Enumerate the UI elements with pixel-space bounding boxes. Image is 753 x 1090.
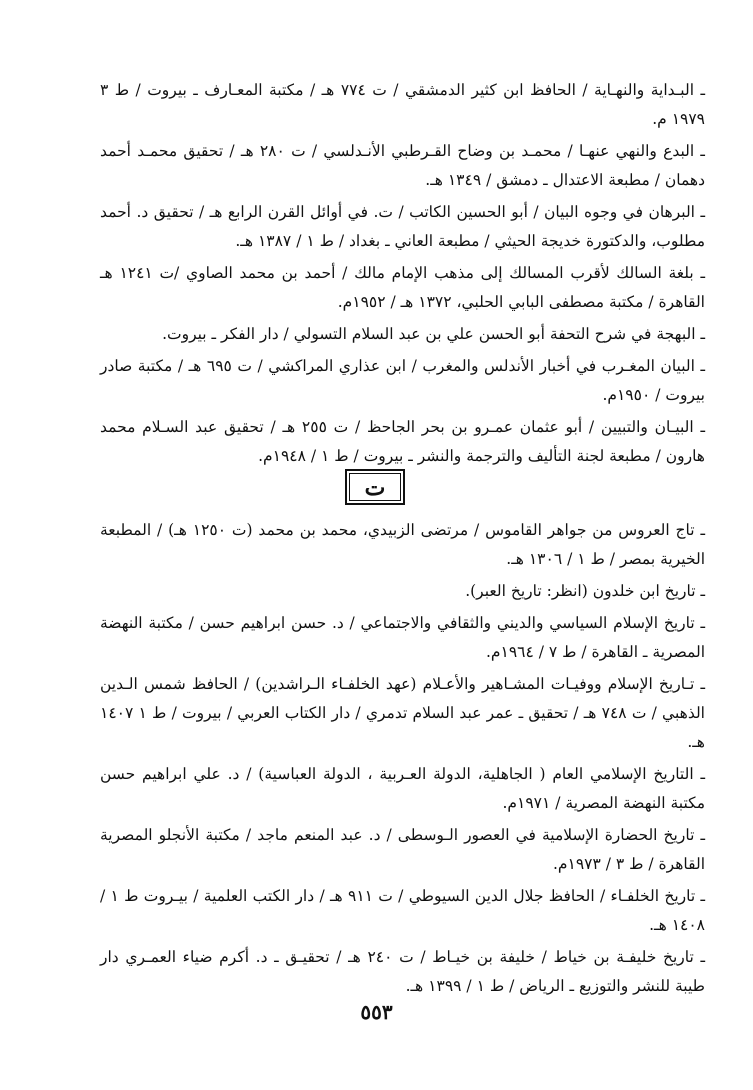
bibliography-entry: ـ تاريخ الإسلام السياسي والديني والثقافي والاجتماعي / د. حسن ابراهيم حسن / مكتبة النهضة المصرية ـ القاهرة / ط ٧ / ١٩٦٤م. bbox=[100, 614, 705, 661]
bibliography-entry: ـ تاريخ ابن خلدون (انظر: تاريخ العبر). bbox=[465, 582, 705, 600]
bibliography-entry: ـ تاريخ الخلفـاء / الحافظ جلال الدين السيوطي / ت ٩١١ هـ / دار الكتب العلمية / بيـروت ط ١ / ١٤٠٨ هـ. bbox=[100, 887, 706, 934]
bibliography-entry: ـ البيـان والتبيين / أبو عثمان عمـرو بن بحر الجاحظ / ت ٢٥٥ هـ / تحقيق عبد السـلام محمد هارون / مطبعة لجنة التأليف والترجمة والنشر ـ بيروت / ط ١ / ١٩٤٨م. bbox=[100, 418, 705, 465]
bibliography-entry: ـ البـداية والنهـاية / الحافظ ابن كثير الدمشقي / ت ٧٧٤ هـ / مكتبة المعـارف ـ بيروت / ط ٣ ١٩٧٩ م. bbox=[100, 81, 706, 128]
bibliography-entry: ـ البدع والنهي عنهـا / محمـد بن وضاح القـرطبي الأنـدلسي / ت ٢٨٠ هـ / تحقيق محمـد أحمد دهمان / مطبعة الاعتدال ـ دمشق / ١٣٤٩ هـ. bbox=[100, 142, 705, 189]
page-number: ٥٥٣ bbox=[360, 1000, 393, 1024]
bibliography-entry: ـ تاج العروس من جواهر القاموس / مرتضى الزبيدي، محمد بن محمد (ت ١٢٥٠ هـ) / المطبعة الخيرية بمصر / ط ١ / ١٣٠٦ هـ. bbox=[100, 521, 706, 568]
bibliography-entry: ـ البيان المغـرب في أخبار الأندلس والمغرب / ابن عذاري المراكشي / ت ٦٩٥ هـ / مكتبة صادر بيروت / ١٩٥٠م. bbox=[100, 357, 705, 404]
bibliography-entry: ـ تـاريخ الإسلام ووفيـات المشـاهير والأعـلام (عهد الخلفـاء الـراشدين) / الحافظ شمس الـدين الذهبي / ت ٧٤٨ هـ / تحقيق ـ عمر عبد السلام تدمري / دار الكتاب العربي / بيروت / ط ١ ١٤٠٧ هـ. bbox=[100, 675, 705, 751]
bibliography-entry: ـ البرهان في وجوه البيان / أبو الحسين الكاتب / ت. في أوائل القرن الرابع هـ / تحقيق د. أحمد مطلوب، والدكتورة خديجة الحيثي / مطبعة العاني ـ بغداد / ط ١ / ١٣٨٧ هـ. bbox=[100, 203, 705, 250]
section-heading-box bbox=[345, 469, 405, 505]
section-heading-letter: ت bbox=[364, 475, 386, 501]
bibliography-entry: ـ البهجة في شرح التحفة أبو الحسن علي بن عبد السلام التسولي / دار الفكر ـ بيروت. bbox=[162, 325, 705, 343]
bibliography-entry: ـ تاريخ خليفـة بن خياط / خليفة بن خيـاط / ت ٢٤٠ هـ / تحقيـق ـ د. أكرم ضياء العمـري دار طيبة للنشر والتوزيع ـ الرياض / ط ١ / ١٣٩٩ هـ. bbox=[100, 948, 705, 995]
bibliography-section-ba bbox=[100, 76, 705, 474]
bibliography-entry: ـ بلغة السالك لأقرب المسالك إلى مذهب الإمام مالك / أحمد بن محمد الصاوي /ت ١٢٤١ هـ القاهرة / مكتبة مصطفى البابي الحلبي، ١٣٧٢ هـ / ١٩٥٢م. bbox=[100, 264, 705, 311]
bibliography-entry: ـ تاريخ الحضارة الإسلامية في العصور الـوسطى / د. عبد المنعم ماجد / مكتبة الأنجلو المصرية القاهرة / ط ٣ / ١٩٧٣م. bbox=[100, 826, 705, 873]
bibliography-section-ta bbox=[100, 516, 705, 1004]
bibliography-entry: ـ التاريخ الإسلامي العام ( الجاهلية، الدولة العـربية ، الدولة العباسية) / د. علي ابراهيم حسن مكتبة النهضة المصرية / ١٩٧١م. bbox=[100, 765, 705, 812]
